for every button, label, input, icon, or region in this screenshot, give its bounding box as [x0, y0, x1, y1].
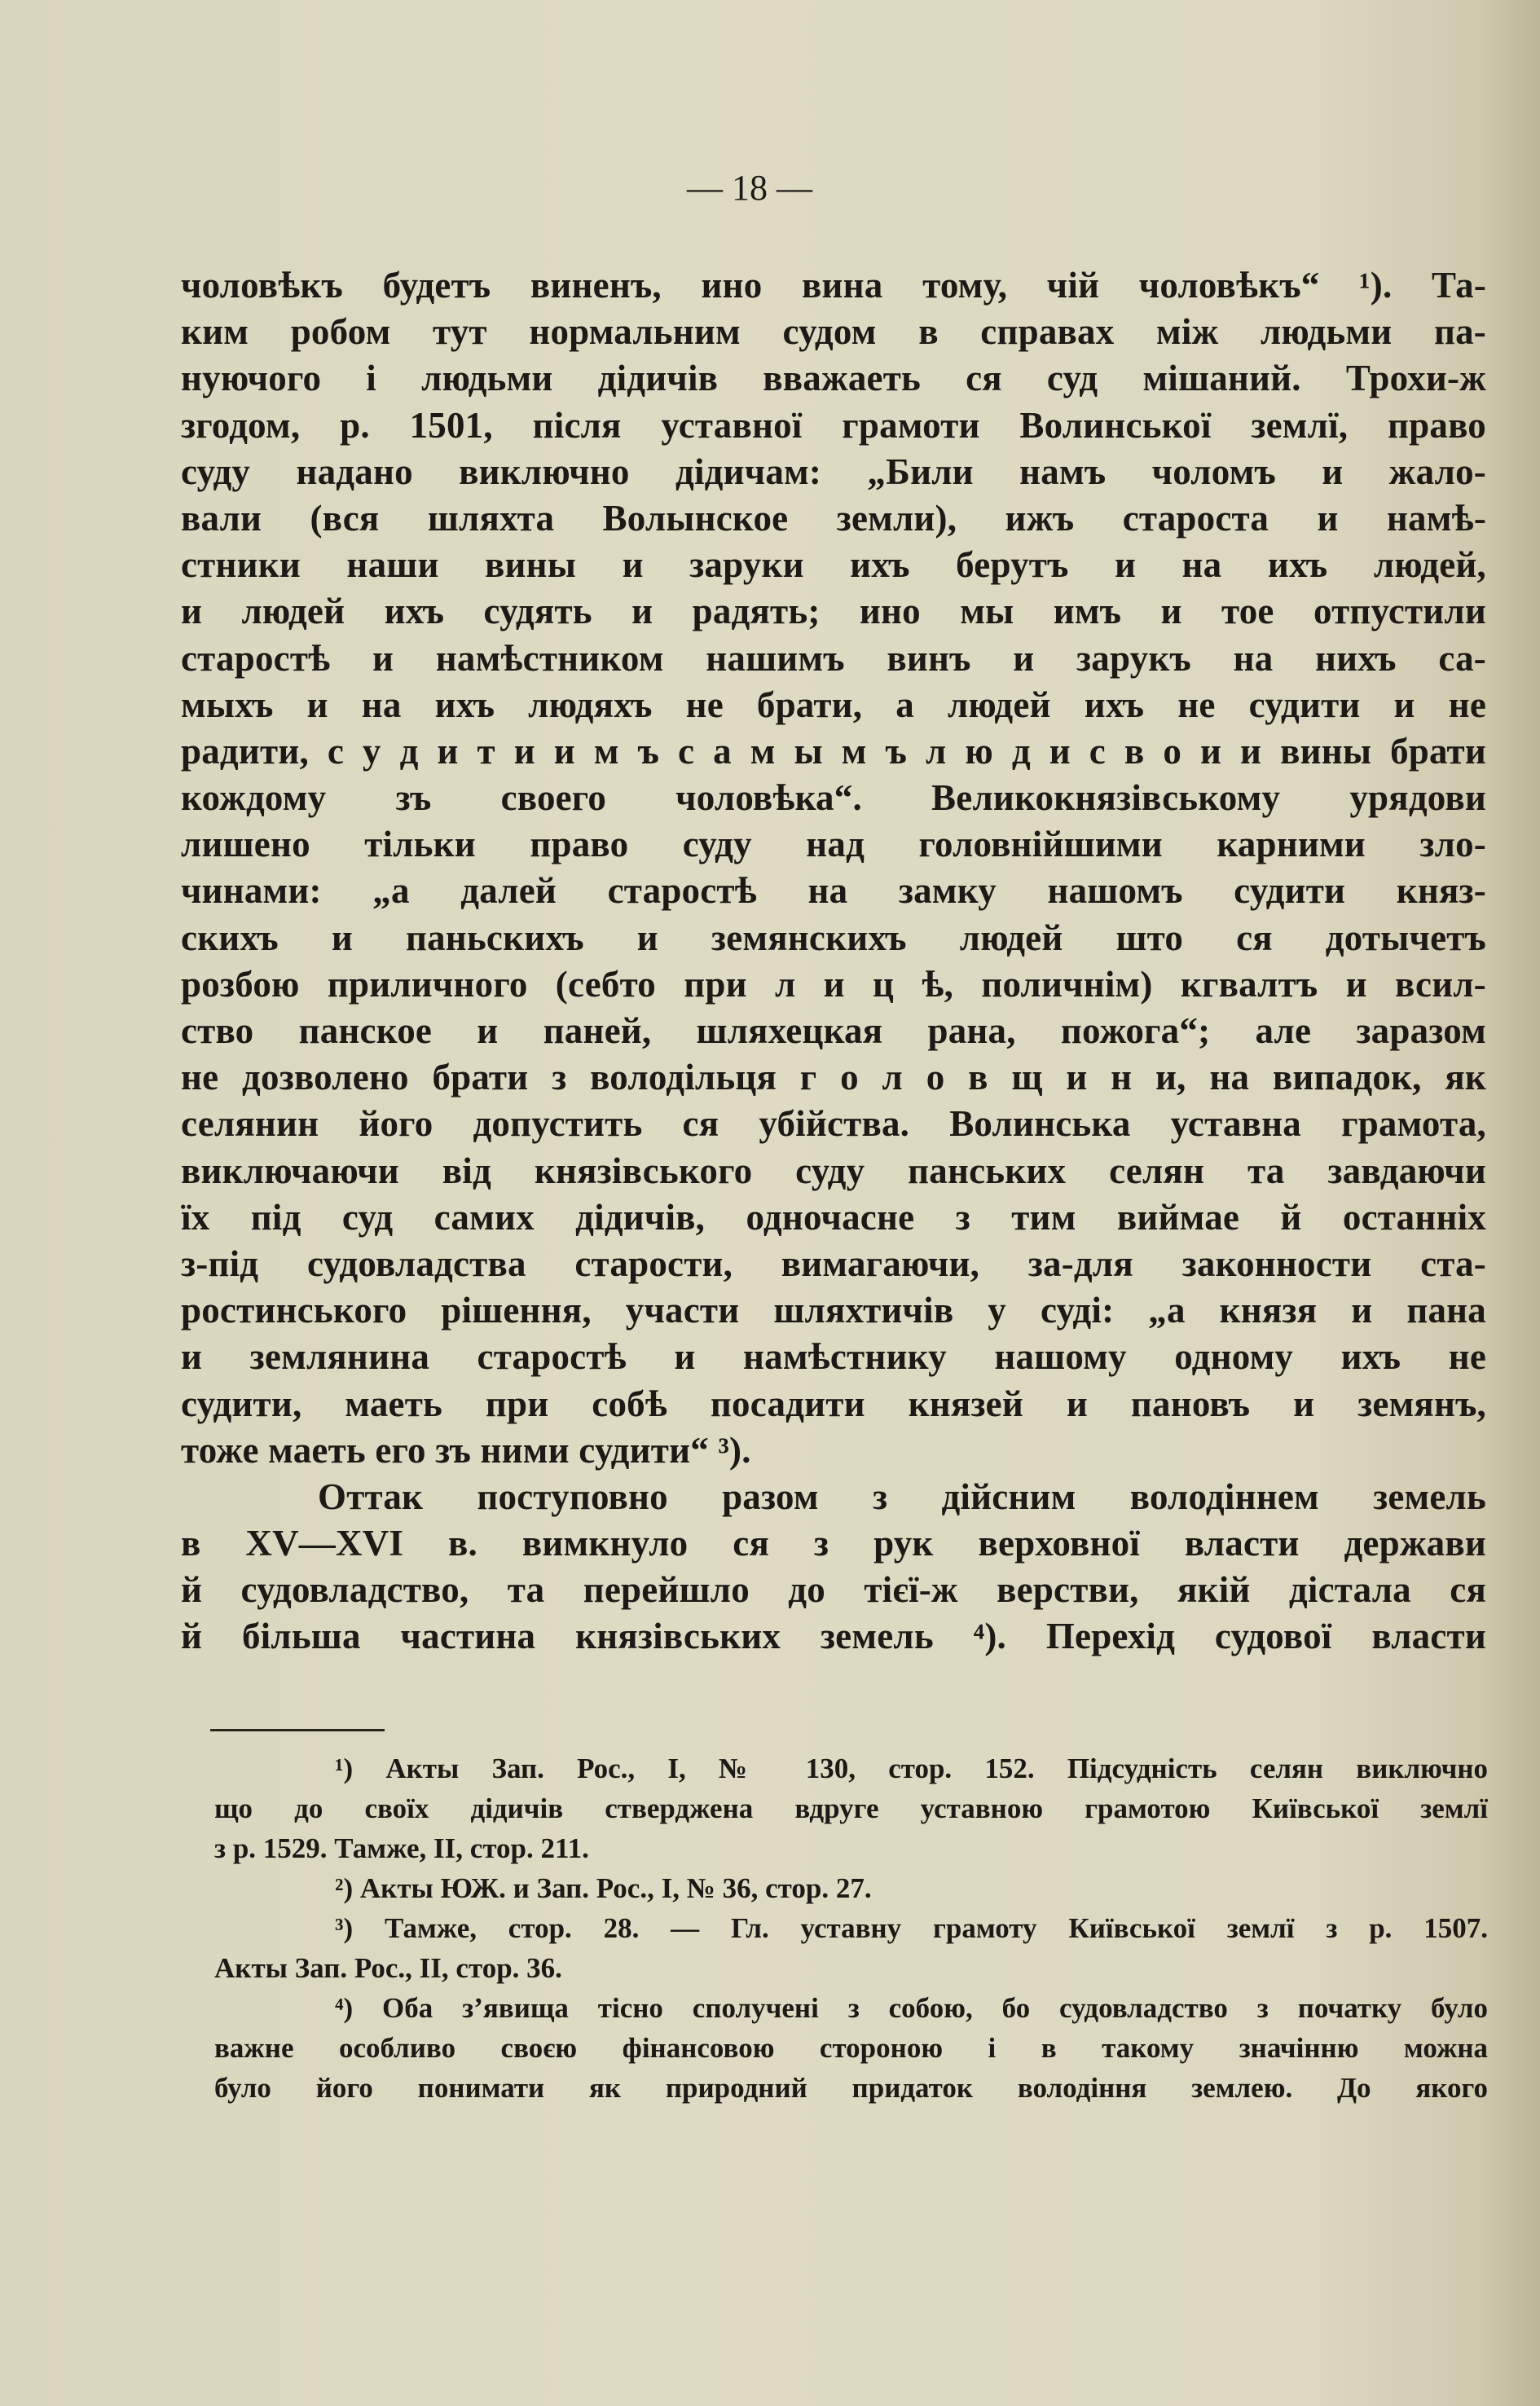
text-line: згодом, р. 1501, після уставної грамоти Волинської землї, право — [181, 404, 1486, 446]
text-line: їх під суд самих дідичів, одночасне з тим виймае й останніх — [181, 1196, 1486, 1238]
text-line: лишено тільки право суду над головнійшими карними зло- — [181, 824, 1486, 865]
text-line: кождому зъ своего чоловѣка“. Великокнязівському урядови — [181, 777, 1486, 819]
text-line: в XV—XVI в. вимкнуло ся з рук верховної власти держави — [181, 1523, 1486, 1564]
footnote-line: ¹) Акты Зап. Рос., I, № 130, стор. 152. Підсудність селян виключно — [335, 1753, 1488, 1784]
text-line: вали (вся шляхта Волынское земли), ижъ староста и намѣ- — [181, 497, 1486, 539]
text-line: ким робом тут нормальним судом в справах між людьми па- — [181, 311, 1486, 353]
footnote-line: що до своїх дідичів стверджена вдруге уставною грамотою Київської землї — [214, 1792, 1488, 1824]
text-line: тоже маеть его зъ ними судити“ ³). — [181, 1429, 751, 1471]
text-line: и людей ихъ судять и радять; ино мы имъ и тое отпустили — [181, 591, 1486, 632]
text-line: и землянина старостѣ и намѣстнику нашому одному ихъ не — [181, 1336, 1486, 1378]
text-line: й судовладство, та перейшло до тієї-ж верстви, якій дістала ся — [181, 1569, 1486, 1611]
main-text — [181, 262, 1486, 1660]
footnote-line: було його понимати як природний придаток володіння землею. До якого — [214, 2072, 1488, 2104]
text-line: чинами: „а далей старостѣ на замку нашомъ судити княз- — [181, 870, 1486, 912]
text-line: мыхъ и на ихъ людяхъ не брати, а людей ихъ не судити и не — [181, 684, 1486, 725]
text-line: чоловѣкъ будетъ виненъ, ино вина тому, чій чоловѣкъ“ ¹). Та- — [181, 265, 1486, 306]
text-line: й більша частина князівських земель ⁴). Перехід судової власти — [181, 1616, 1486, 1657]
text-line: радити, с у д и т и и м ъ с а м ы м ъ л ю д и с в о и и вины брати — [181, 730, 1486, 772]
footnote-line: з р. 1529. Тамже, II, стор. 211. — [214, 1832, 589, 1864]
text-line: не дозволено брати з володільця г о л о в щ и н и, на випадок, як — [181, 1057, 1486, 1098]
text-line: розбою приличного (себто при л и ц ѣ, поличнім) кгвалтъ и всил- — [181, 963, 1486, 1005]
footnote-divider — [210, 1729, 385, 1731]
footnotes — [214, 1748, 1488, 2108]
footnote-line: важне особливо своєю фінансовою стороною і в такому значінню можна — [214, 2032, 1488, 2064]
text-line: суду надано виключно дідичам: „Били намъ чоломъ и жало- — [181, 451, 1486, 492]
page-number-text: — 18 — — [687, 168, 812, 208]
text-line: старостѣ и намѣстником нашимъ винъ и зарукъ на нихъ са- — [181, 637, 1486, 679]
text-line: з-під судовладства старости, вимагаючи, за-для законности ста- — [181, 1243, 1486, 1284]
text-line: стники наши вины и заруки ихъ берутъ и на ихъ людей, — [181, 544, 1486, 586]
text-line: судити, маеть при собѣ посадити князей и пановъ и земянъ, — [181, 1383, 1486, 1424]
footnote-line: Акты Зап. Рос., II, стор. 36. — [214, 1952, 562, 1984]
text-line: скихъ и паньскихъ и земянскихъ людей што ся дотычетъ — [181, 917, 1486, 958]
text-line: Оттак поступовно разом з дійсним володіннем земель — [318, 1476, 1486, 1517]
footnote-line: ³) Тамже, стор. 28. — Гл. уставну грамоту Київської землї з р. 1507. — [335, 1912, 1488, 1944]
footnote-line: ²) Акты ЮЖ. и Зап. Рос., I, № 36, стор. 27. — [335, 1872, 872, 1904]
footnote-line: ⁴) Оба з’явища тісно сполучені з собою, бо судовладство з початку було — [335, 1992, 1488, 2024]
text-line: селянин його допустить ся убійства. Волинська уставна грамота, — [181, 1103, 1486, 1145]
text-line: нуючого і людьми дідичів вважаеть ся суд мішаний. Трохи-ж — [181, 358, 1486, 399]
page-number — [0, 167, 1540, 209]
text-line: ростинського рішення, участи шляхтичів у суді: „а князя и пана — [181, 1290, 1486, 1331]
text-line: ство панское и паней, шляхецкая рана, пожога“; але заразом — [181, 1010, 1486, 1051]
text-line: виключаючи від князівського суду панських селян та завдаючи — [181, 1150, 1486, 1191]
